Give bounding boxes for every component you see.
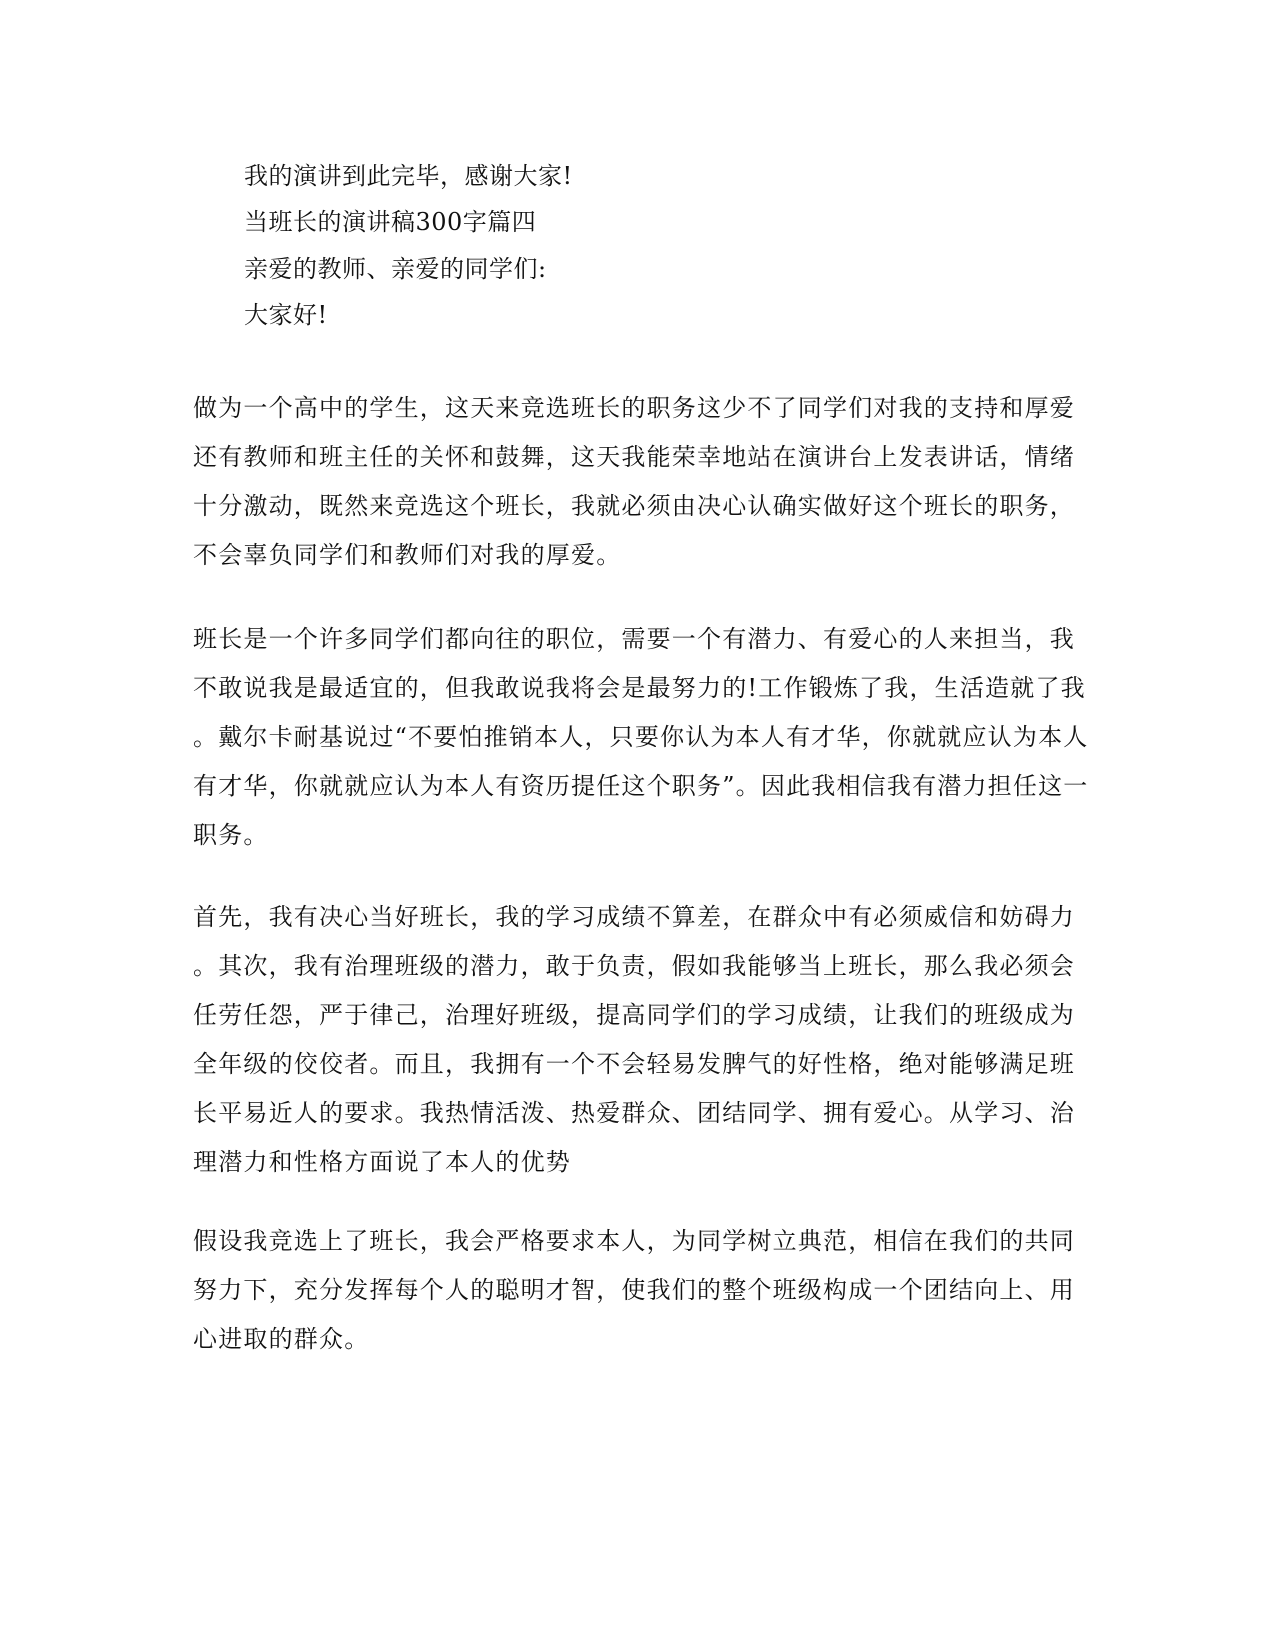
paragraph-line: 任劳任怨，严于律己，治理好班级，提高同学们的学习成绩，让我们的班级成为 [193,1001,1075,1029]
paragraph-line: 。戴尔卡耐基说过“不要怕推销本人，只要你认为本人有才华，你就就应认为本人 [193,723,1089,751]
paragraph-line: 还有教师和班主任的关怀和鼓舞，这天我能荣幸地站在演讲台上发表讲话，情绪 [193,443,1075,471]
paragraph-4 [193,1217,1093,1364]
paragraph-line: 长平易近人的要求。我热情活泼、热爱群众、团结同学、拥有爱心。从学习、治 [193,1099,1075,1127]
paragraph-line: 不敢说我是最适宜的，但我敢说我将会是最努力的!工作锻炼了我，生活造就了我 [193,674,1086,702]
paragraph-line: 心进取的群众。 [193,1325,370,1353]
greeting-line: 大家好! [244,301,328,329]
paragraph-line: 十分激动，既然来竞选这个班长，我就必须由决心认确实做好这个班长的职务， [193,492,1075,520]
paragraph-line: 职务。 [193,821,269,849]
paragraph-line: 班长是一个许多同学们都向往的职位，需要一个有潜力、有爱心的人来担当，我 [193,625,1075,653]
salutation-line: 亲爱的教师、亲爱的同学们: [244,255,547,283]
paragraph-line: 。其次，我有治理班级的潜力，敢于负责，假如我能够当上班长，那么我必须会 [193,952,1075,980]
paragraph-2 [193,615,1093,860]
paragraph-line: 努力下，充分发挥每个人的聪明才智，使我们的整个班级构成一个团结向上、用 [193,1276,1075,1304]
paragraph-3 [193,893,1093,1187]
section-heading: 当班长的演讲稿300字篇四 [244,208,537,236]
paragraph-line: 不会辜负同学们和教师们对我的厚爱。 [193,541,622,569]
paragraph-1 [193,384,1093,580]
paragraph-line: 假设我竞选上了班长，我会严格要求本人，为同学树立典范，相信在我们的共同 [193,1227,1075,1255]
paragraph-line: 做为一个高中的学生，这天来竞选班长的职务这少不了同学们对我的支持和厚爱 [193,394,1075,422]
closing-line: 我的演讲到此完毕，感谢大家! [244,162,573,190]
paragraph-line: 理潜力和性格方面说了本人的优势 [193,1148,571,1176]
paragraph-line: 全年级的佼佼者。而且，我拥有一个不会轻易发脾气的好性格，绝对能够满足班 [193,1050,1075,1078]
paragraph-line: 有才华，你就就应认为本人有资历提任这个职务”。因此我相信我有潜力担任这一 [193,772,1089,800]
paragraph-line: 首先，我有决心当好班长，我的学习成绩不算差，在群众中有必须威信和妨碍力 [193,903,1075,931]
